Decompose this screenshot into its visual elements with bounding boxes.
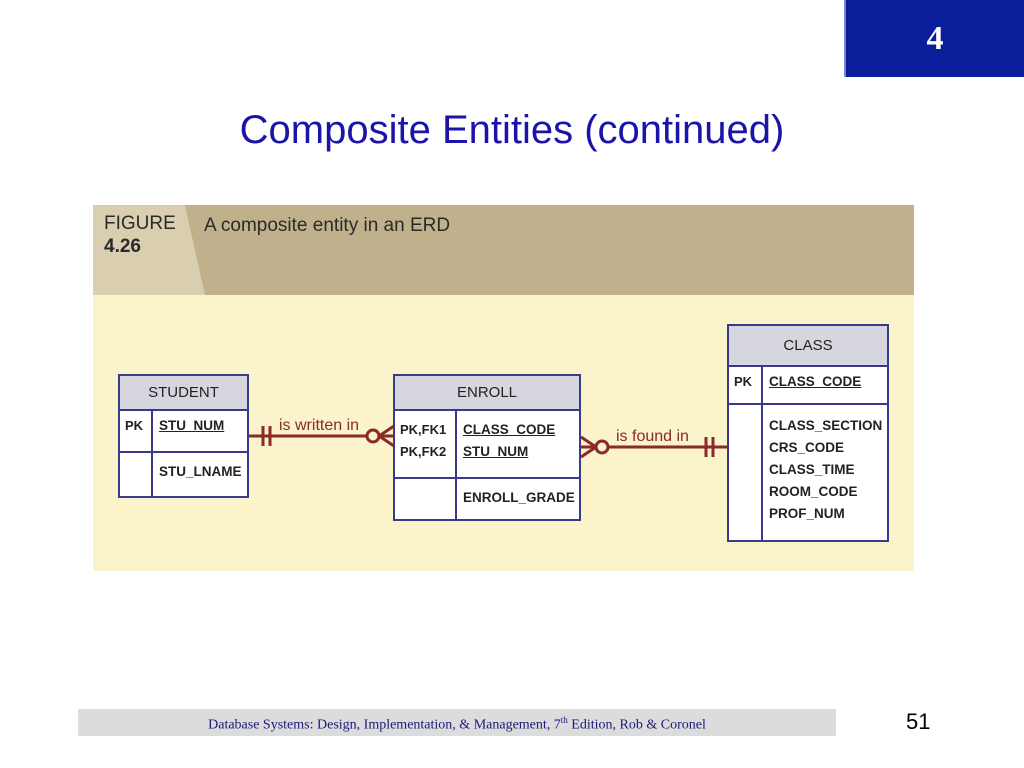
entity-student-name: STUDENT	[120, 376, 247, 411]
enroll-key-pk-fk2: PK,FK2	[400, 444, 447, 459]
slide-title: Composite Entities (continued)	[239, 108, 785, 152]
footer-text-after: Edition, Rob & Coronel	[567, 717, 706, 733]
entity-class-name: CLASS	[729, 326, 887, 367]
student-pk-attrs	[153, 411, 247, 451]
enroll-pk-attrs	[457, 411, 579, 477]
entity-student-attr-row	[120, 453, 247, 498]
entity-enroll	[393, 374, 581, 521]
student-attrs	[153, 453, 247, 498]
student-attr-stu-lname: STU_LNAME	[159, 464, 242, 479]
class-attr-class-code: CLASS_CODE	[769, 374, 862, 389]
enroll-key-pk-fk1: PK,FK1	[400, 422, 447, 437]
class-attr-crs-code: CRS_CODE	[769, 440, 845, 455]
page-number: 51	[906, 709, 931, 734]
entity-class-pk-row	[729, 367, 887, 405]
optional-circle-1	[367, 430, 379, 442]
entity-class	[727, 324, 889, 542]
entity-student	[118, 374, 249, 498]
class-attr-class-time: CLASS_TIME	[769, 462, 855, 477]
enroll-attr-stu-num: STU_NUM	[463, 444, 529, 459]
figure-caption: A composite entity in an ERD	[204, 215, 451, 236]
student-pk-key: PK	[120, 411, 153, 451]
class-attr-class-section: CLASS_SECTION	[769, 418, 883, 433]
entity-class-attr-row	[729, 405, 887, 542]
entity-enroll-name: ENROLL	[395, 376, 579, 411]
footer-citation	[78, 715, 836, 734]
student-attr-key	[120, 453, 153, 498]
entity-enroll-pk-row	[395, 411, 579, 479]
footer-bar	[78, 709, 836, 736]
student-attr-stu-num: STU_NUM	[159, 418, 225, 433]
class-attrs	[763, 405, 887, 542]
figure-number: 4.26	[104, 236, 141, 257]
class-attr-room-code: ROOM_CODE	[769, 484, 858, 499]
relationship-label-is-written-in: is written in	[279, 417, 360, 434]
footer-text-before: Database Systems: Design, Implementation, & Management, 7	[208, 717, 561, 733]
footer-superscript: th	[560, 715, 568, 725]
chapter-number-box	[844, 0, 1024, 77]
enroll-keys	[395, 411, 457, 477]
class-pk-attrs	[763, 367, 887, 403]
enroll-attr-class-code: CLASS_CODE	[463, 422, 556, 437]
class-attr-key	[729, 405, 763, 542]
class-pk-key: PK	[729, 367, 763, 403]
chapter-number: 4	[926, 19, 944, 57]
optional-circle-2	[596, 441, 608, 453]
class-attr-prof-num: PROF_NUM	[769, 506, 845, 521]
entity-student-pk-row	[120, 411, 247, 453]
enroll-attr-enroll-grade: ENROLL_GRADE	[463, 490, 575, 505]
enroll-attr-key	[395, 479, 457, 521]
figure-label-word: FIGURE	[104, 213, 176, 234]
entity-enroll-attr-row	[395, 479, 579, 521]
enroll-attrs	[457, 479, 579, 521]
erd-figure	[93, 205, 914, 571]
relationship-label-is-found-in: is found in	[616, 428, 689, 445]
